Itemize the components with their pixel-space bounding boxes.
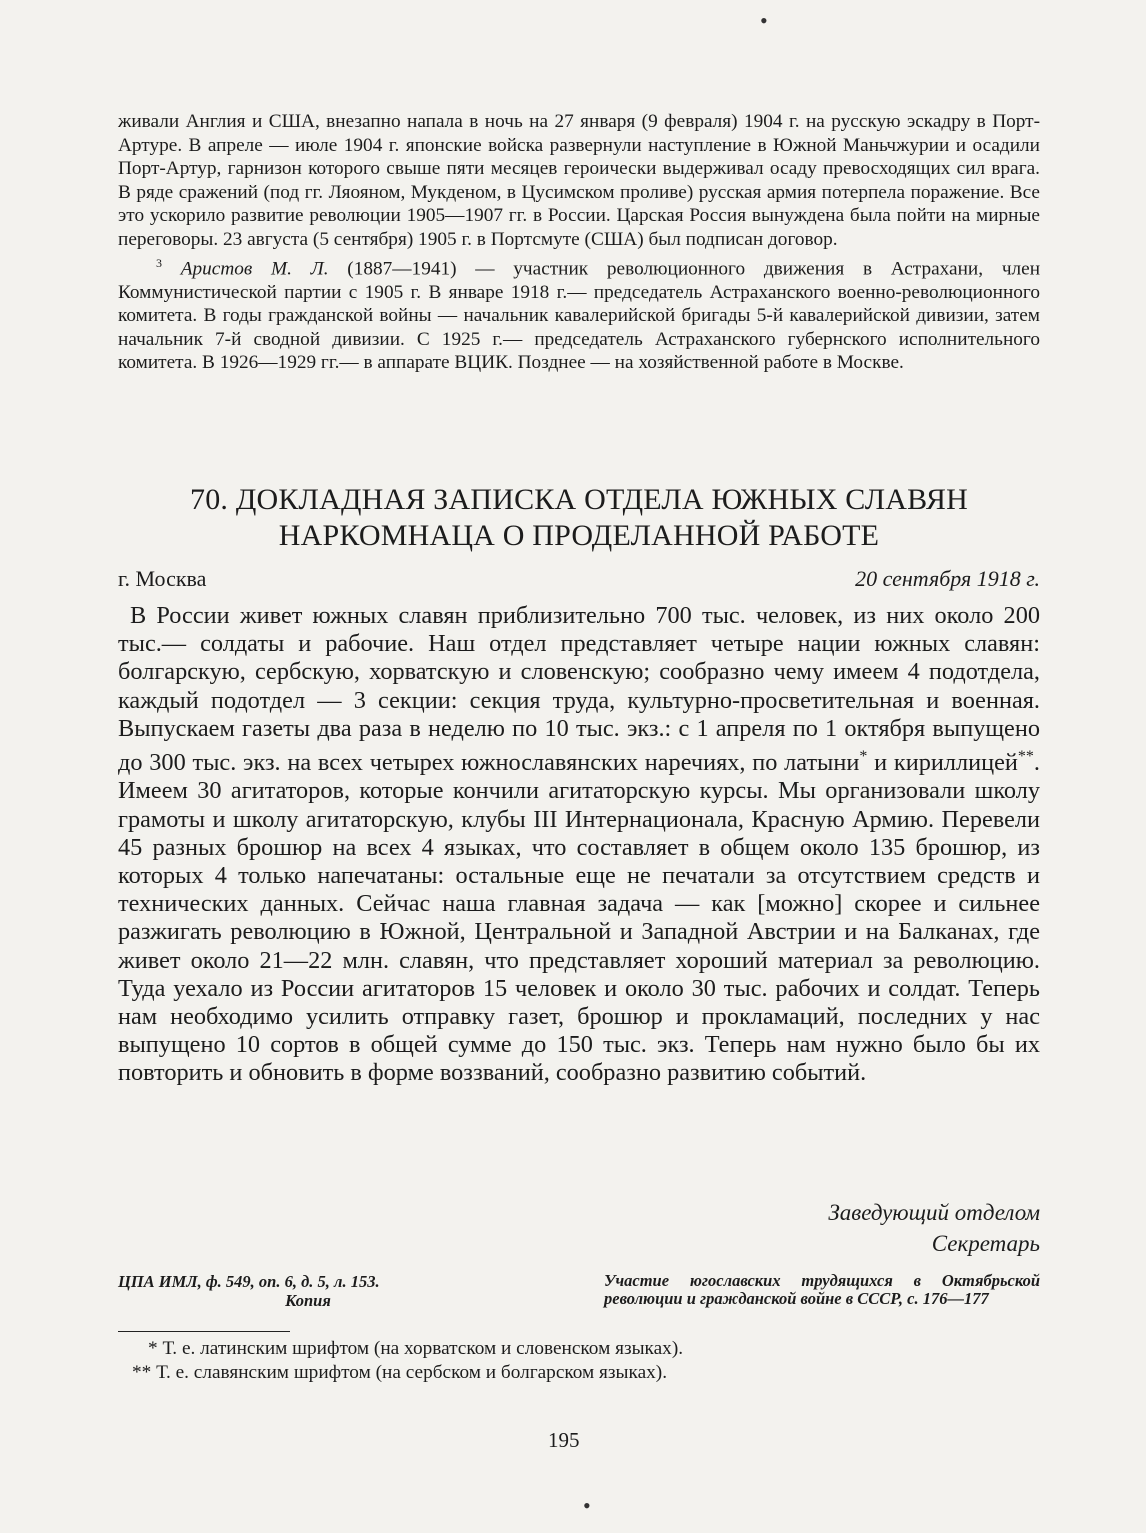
footnote-divider [118,1331,290,1332]
archive-source [118,1272,498,1310]
endnote-3 [118,252,1040,375]
footnote-2 [132,1362,667,1384]
document-title [118,482,1040,554]
endnote-3-name: Аристов М. Л. [180,257,329,279]
page-number: 195 [548,1428,580,1452]
archive-reference: ЦПА ИМЛ, ф. 549, оп. 6, д. 5, л. 153. [118,1272,380,1291]
footnote-mark-2: ** [1017,748,1034,766]
footnote-mark-1: * [859,748,868,766]
footnote-1-marker: * [148,1338,158,1359]
endnotes-section [118,110,1040,375]
archive-copy-label: Копия [285,1291,331,1310]
footnote-1-text: Т. е. латинским шрифтом (на хорватском и словенском языках). [157,1338,684,1359]
document-title-line-1: 70. ДОКЛАДНАЯ ЗАПИСКА ОТДЕЛА ЮЖНЫХ СЛАВЯН [190,483,968,516]
body-part-3: . Имеем 30 агитаторов, которые кончили агитаторскую курсы. Мы организовали школу грамоты и школу агитаторскую, клубы III Интернационала, Красную Армию. Перевели 45 разных брошюр на всех 4 языках, что составляет в общем около 135 брошюр, из которых 4 только напечатаны: остальные еще не печатали за отсутствием средств и технических данных. Сейчас наша главная задача — как [можно] скорее и сильнее разжигать революцию в Южной, Центральной и Западной Австрии и на Балканах, где живет около 21—22 млн. славян, что представляет хороший материал за революцию. Туда уехало из России агитаторов 15 человек и около 30 тыс. рабочих и солдат. Теперь нам необходимо усилить отправку газет, брошюр и прокламаций, последних у нас выпущено 10 сортов в общей сумме до 150 тыс. экз. Теперь нам нужно было бы их повторить и обновить в форме воззваний, сообразно развитию событий. [118,749,1040,1087]
footnote-2-marker: ** [132,1362,152,1383]
body-part-1: В России живет южных славян приблизительно 700 тыс. человек, из них около 200 тыс.— солдаты и рабочие. Наш отдел представляет четыре нации южных славян: болгарскую, сербскую, хорватскую и словенскую; сообразно чему имеем 4 подотдела, каждый подотдел — 3 секции: секция труда, культурно-просветительная и военная. Выпускаем газеты два раза в неделю по 10 тыс. экз.: с 1 апреля по 1 октября выпущено до 300 тыс. экз. на всех четырех южнославянских наречиях, по латыни [118,602,1040,777]
printer-dot-bottom: • [583,1493,591,1518]
signature-head: Заведующий отделом [828,1200,1040,1225]
printer-dot-top: • [760,8,768,33]
endnote-3-text: (1887—1941) — участник революционного движения в Астрахани, член Коммунистической партии с 1905 г. В январе 1918 г.— председатель Астраханского военно-революционного комитета. В годы гражданской войны — начальник кавалерийской бригады 5-й кавалерийской дивизии, затем начальник 7-й сводной дивизии. С 1925 г.— председатель Астраханского губернского исполнительного комитета. В 1926—1929 гг.— в аппарате ВЦИК. Позднее — на хозяйственной работе в Москве. [118,257,1041,374]
signature-secretary: Секретарь [931,1231,1040,1256]
document-date: 20 сентября 1918 г. [855,566,1040,591]
endnote-continuation: живали Англия и США, внезапно напала в ночь на 27 января (9 февраля) 1904 г. на русскую эскадру в Порт-Артуре. В апреле — июле 1904 г. японские войска развернули наступление в Южной Маньчжурии и осадили Порт-Артур, гарнизон которого свыше пяти месяцев героически выдерживал осаду превосходящих сил врага. В ряде сражений (под гг. Ляояном, Мукденом, в Цусимском проливе) русская армия потерпела поражение. Все это ускорило развитие революции 1905—1907 гг. в России. Царская Россия вынуждена была пойти на мирные переговоры. 23 августа (5 сентября) 1905 г. в Портсмуте (США) был подписан договор. [118,111,1040,250]
document-title-line-2: НАРКОМНАЦА О ПРОДЕЛАННОЙ РАБОТЕ [278,519,880,552]
footnote-2-text: Т. е. славянским шрифтом (на сербском и болгарском языках). [151,1362,668,1383]
document-body [118,602,1040,1088]
publication-source: Участие югославских трудящихся в Октябрьской революции и гражданской войне в СССР, с. 176—177 [604,1271,1040,1308]
document-place: г. Москва [118,566,207,591]
endnote-3-marker: 3 [156,255,162,270]
body-part-2: и кириллицей [867,749,1018,777]
footnote-1 [148,1338,683,1360]
